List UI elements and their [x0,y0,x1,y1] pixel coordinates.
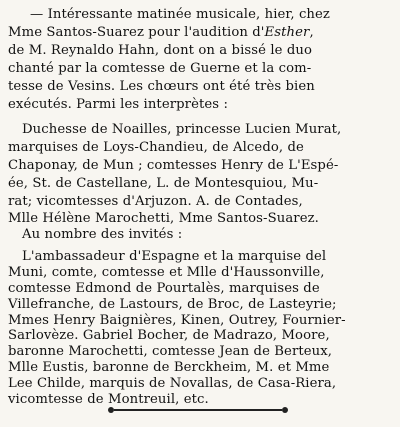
text-line: de M. Reynaldo Hahn, dont on a bissé le duo [8,43,313,58]
text-line: Chaponay, de Mun ; comtesses Henry de L'Espé- [8,158,339,173]
text-line: — Intéressante matinée musicale, hier, chez [30,7,330,22]
text-line: chanté par la comtesse de Guerne et la com- [8,61,312,76]
text-line: Lee Childe, marquis de Novallas, de Casa-Riera, [8,376,337,391]
text-line: Mlle Eustis, baronne de Berckheim, M. et Mme [8,360,330,375]
text-line: Villefranche, de Lastours, de Broc, de Lasteyrie; [8,297,337,312]
text-line: marquises de Loys-Chandieu, de Alcedo, de [8,140,304,155]
text-line: ée, St. de Castellane, L. de Montesquiou, Mu- [8,176,319,191]
section-divider [114,409,282,411]
text-line: tesse de Vesins. Les chœurs ont été très bien [8,79,315,94]
text-line [8,24,314,41]
text-line: Muni, comte, comtesse et Mlle d'Haussonville, [8,265,325,280]
text-span: , [309,25,314,40]
text-line: Sarlovèze. Gabriel Bocher, de Madrazo, Moore, [8,328,330,343]
italic-title: Esther [264,25,310,40]
text-line: Mmes Henry Baignières, Kinen, Outrey, Fournier- [8,313,346,328]
text-line: rat; vicomtesses d'Arjuzon. A. de Contades, [8,194,303,209]
text-line: vicomtesse de Montreuil, etc. [8,392,209,407]
text-line: Duchesse de Noailles, princesse Lucien Murat, [22,122,342,137]
text-line: Mlle Hélène Marochetti, Mme Santos-Suarez. [8,211,319,226]
text-line: Au nombre des invités : [22,227,183,242]
text-line: L'ambassadeur d'Espagne et la marquise del [22,249,327,264]
text-span: Mme Santos-Suarez pour l'audition d' [8,25,265,40]
text-line: comtesse Edmond de Pourtalès, marquises de [8,281,320,296]
text-line: baronne Marochetti, comtesse Jean de Berteux, [8,344,333,359]
text-line: exécutés. Parmi les interprètes : [8,97,228,112]
